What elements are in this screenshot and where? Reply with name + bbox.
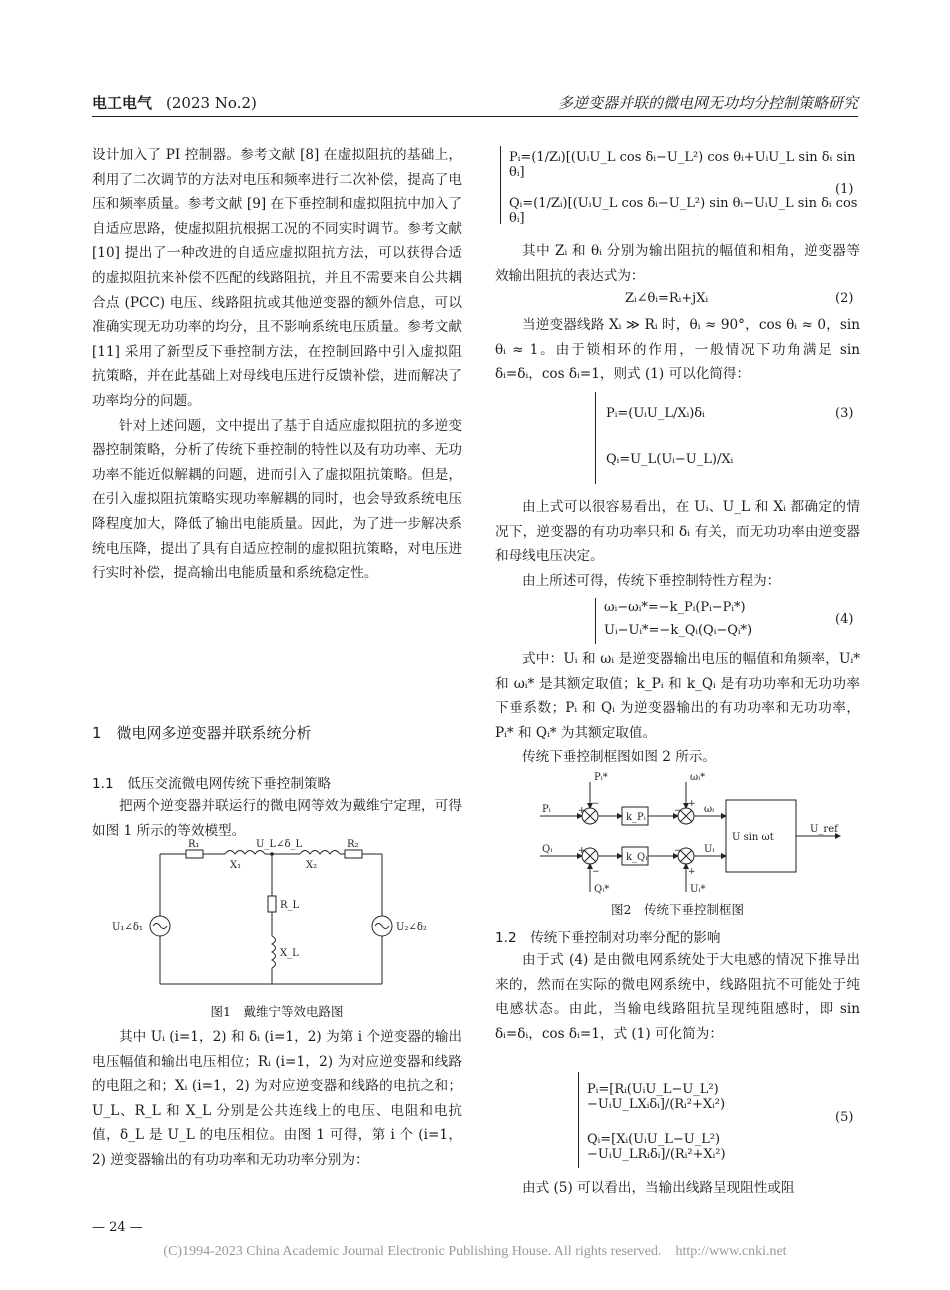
- label-ui: Uᵢ: [704, 844, 715, 855]
- resistor-r1: [186, 850, 203, 858]
- section-1-1-heading: 1.1 低压交流微电网传统下垂控制策略: [92, 776, 332, 792]
- label-qi: Qᵢ: [542, 844, 553, 855]
- running-title: 多逆变器并联的微电网无功均分控制策略研究: [557, 94, 858, 112]
- figure-2-caption: 图2 传统下垂控制框图: [611, 902, 744, 917]
- equation-4-line-1: ωᵢ−ωᵢ*=−k_Pᵢ(Pᵢ−Pᵢ*): [604, 600, 746, 615]
- label-x2: X₂: [306, 860, 318, 871]
- paragraph-12: 由式 (5) 可以看出，当输出线路呈现阻性或阻: [522, 1180, 795, 1196]
- copyright-notice: (C)1994-2023 China Academic Journal Electronic Publishing House. All rights reserved. http://www.cnki.net: [163, 1244, 787, 1259]
- inductor-x1: [225, 851, 265, 855]
- equation-5-p: Pᵢ=[Rᵢ(UᵢU_L−U_L²)−UᵢU_LXᵢδᵢ]/(Rᵢ²+Xᵢ²): [587, 1082, 726, 1112]
- figure-1-caption: 图1 戴维宁等效电路图: [210, 1004, 344, 1019]
- label-wi: ωᵢ: [704, 804, 715, 815]
- left-column-top: [92, 143, 462, 586]
- equation-4-line-2: Uᵢ−Uᵢ*=−k_Qᵢ(Qᵢ−Qᵢ*): [604, 623, 753, 638]
- equation-3-q: Qᵢ=U_L(Uᵢ−U_L)/Xᵢ: [606, 452, 734, 467]
- equation-3-number: (3): [835, 406, 854, 421]
- label-xl: X_L: [280, 948, 299, 959]
- equation-5-q: Qᵢ=[Xᵢ(UᵢU_L−U_L²)−UᵢU_LRᵢδᵢ]/(Rᵢ²+Xᵢ²): [587, 1132, 726, 1162]
- label-pi: Pᵢ: [542, 804, 551, 815]
- issue-label: (2023 No.2): [166, 94, 257, 112]
- svg-text:−: −: [674, 806, 682, 816]
- label-w-star: ωᵢ*: [690, 772, 706, 783]
- paragraph-5: 其中 Zᵢ 和 θᵢ 分别为输出阻抗的幅值和相角，逆变器等效输出阻抗的表达式为：: [495, 243, 860, 284]
- label-q-star: Qᵢ*: [594, 884, 610, 895]
- label-kp: k_Pᵢ: [626, 812, 646, 823]
- paragraph-6: 当逆变器线路 Xᵢ ≫ Rᵢ 时，θᵢ ≈ 90°，cos θᵢ ≈ 0，sin θᵢ ≈ 1。由于锁相环的作用，一般情况下功角满足 sin δᵢ=δᵢ，cos δᵢ=1，则式 (1) 可以化简得：: [495, 317, 860, 383]
- resistor-rl: [268, 896, 276, 912]
- svg-text:+: +: [688, 867, 696, 877]
- paragraph-9: 式中：Uᵢ 和 ωᵢ 是逆变器输出电压的幅值和角频率，Uᵢ* 和 ωᵢ* 是其额定取值；k_Pᵢ 和 k_Qᵢ 是有功功率和无功功率下垂系数；Pᵢ 和 Qᵢ 为逆变器输出的有功功率和无功功率，Pᵢ* 和 Qᵢ* 为其额定取值。: [495, 651, 860, 741]
- equation-3: [595, 392, 756, 484]
- label-r2: R₂: [347, 839, 359, 850]
- paragraph-3: 把两个逆变器并联运行的微电网等效为戴维宁定理，可得如图 1 所示的等效模型。: [92, 798, 462, 839]
- equation-5: [578, 1072, 819, 1168]
- page-number: — 24 —: [92, 1220, 143, 1235]
- equation-3-p: Pᵢ=(UᵢU_L/Xᵢ)δᵢ: [606, 406, 705, 421]
- paragraph-10: 传统下垂控制框图如图 2 所示。: [522, 749, 717, 765]
- inductor-xl: [272, 936, 276, 968]
- label-uref: U_ref: [810, 824, 838, 835]
- svg-text:−: −: [592, 799, 600, 809]
- equation-5-number: (5): [835, 1110, 854, 1125]
- figure-1-circuit: [110, 839, 440, 998]
- section-1-2-heading: 1.2 传统下垂控制对功率分配的影响: [495, 930, 721, 946]
- equation-2: Zᵢ∠θᵢ=Rᵢ+jXᵢ: [625, 291, 709, 306]
- equation-1: [500, 146, 861, 224]
- equation-1-number: (1): [835, 182, 854, 197]
- journal-name: 电工电气: [92, 94, 153, 112]
- svg-text:−: −: [674, 846, 682, 856]
- svg-text:−: −: [592, 867, 600, 877]
- equation-1-p: Pᵢ=(1/Zᵢ)[(UᵢU_L cos δᵢ−U_L²) cos θᵢ+UᵢU_L sin δᵢ sin θᵢ]: [509, 150, 856, 180]
- equation-4-number: (4): [835, 612, 854, 627]
- header-rule: [92, 116, 858, 117]
- section-1-heading: 1 微电网多逆变器并联系统分析: [92, 724, 312, 742]
- label-u-star: Uᵢ*: [690, 884, 706, 895]
- svg-text:+: +: [688, 799, 696, 809]
- paragraph-7: 由上式可以很容易看出，在 Uᵢ、U_L 和 Xᵢ 都确定的情况下，逆变器的有功功率只和 δᵢ 有关，而无功功率由逆变器和母线电压决定。: [495, 499, 860, 565]
- label-rl: R_L: [280, 900, 300, 911]
- label-x1: X₁: [230, 860, 242, 871]
- label-p-star: Pᵢ*: [594, 772, 608, 783]
- label-u1: U₁∠δ₁: [112, 922, 143, 933]
- resistor-r2: [345, 850, 362, 858]
- svg-text:+: +: [578, 806, 586, 816]
- paragraph-2: 针对上述问题，文中提出了基于自适应虚拟阻抗的多逆变器控制策略，分析了传统下垂控制的特性以及有功功率、无功功率不能近似解耦的问题，进而引入了虚拟阻抗策略。但是，在引入虚拟阻抗策略实现功率解耦的同时，也会导致系统电压降程度加大，降低了输出电能质量。因此，为了进一步解决系统电压降，提出了具有自适应控制的虚拟阻抗策略，对电压进行实时补偿，提高输出电能质量和系统稳定性。: [92, 417, 462, 582]
- journal-header: [92, 92, 257, 113]
- paragraph-1: 设计加入了 PI 控制器。参考文献 [8] 在虚拟阻抗的基础上，利用了二次调节的方法对电压和频率进行二次补偿，提高了电压和频率质量。参考文献 [9] 在下垂控制和虚拟阻抗中加入了自适应思路，使虚拟阻抗根据工况的不同实时调节。参考文献 [10] 提出了一种改进的自适应虚拟阻抗方法，可以获得合适的虚拟阻抗来补偿不匹配的线路阻抗，并且不需要来自公共耦合点 (PCC) 电压、线路阻抗或其他逆变器的额外信息，可以准确实现无功功率的均分，且不影响系统电压质量。参考文献 [11] 采用了新型反下垂控制方法，在控制回路中引入虚拟阻抗策略，并在此基础上对母线电压进行反馈补偿，进而解决了功率均分的问题。: [92, 147, 462, 409]
- equation-2-number: (2): [835, 291, 854, 306]
- label-ul: U_L∠δ_L: [256, 839, 303, 850]
- inductor-x2: [300, 851, 340, 855]
- label-r1: R₁: [188, 839, 200, 850]
- svg-text:+: +: [578, 846, 586, 856]
- label-u2: U₂∠δ₂: [396, 922, 427, 933]
- equation-1-q: Qᵢ=(1/Zᵢ)[(UᵢU_L cos δᵢ−U_L²) sin θᵢ−UᵢU_L sin δᵢ cos θᵢ]: [509, 196, 858, 226]
- paragraph-4: 其中 Uᵢ (i=1，2) 和 δᵢ (i=1，2) 为第 i 个逆变器的输出电压幅值和输出电压相位；Rᵢ (i=1，2) 为对应逆变器和线路的电阻之和；Xᵢ (i=1，2) 为对应逆变器和线路的电抗之和；U_L、R_L 和 X_L 分别是公共连线上的电压、电阻和电抗值，δ_L 是 U_L 的电压相位。由图 1 可得，第 i 个 (i=1，2) 逆变器输出的有功功率和无功功率分别为：: [92, 1029, 462, 1168]
- paragraph-8: 由上所述可得，传统下垂控制特性方程为：: [522, 573, 781, 589]
- equation-4: [595, 598, 796, 644]
- label-kq: k_Qᵢ: [626, 852, 648, 863]
- label-sine-block: U sin ωt: [732, 832, 774, 843]
- paragraph-11: 由于式 (4) 是由微电网系统处于大电感的情况下推导出来的，然而在实际的微电网系统中，线路阻抗不可能处于纯电感状态。由此，当输电线路阻抗呈现纯阻感时，即 sin δᵢ=δᵢ，cos δᵢ=1，式 (1) 可化简为：: [495, 952, 860, 1042]
- figure-2-block-diagram: [540, 770, 850, 898]
